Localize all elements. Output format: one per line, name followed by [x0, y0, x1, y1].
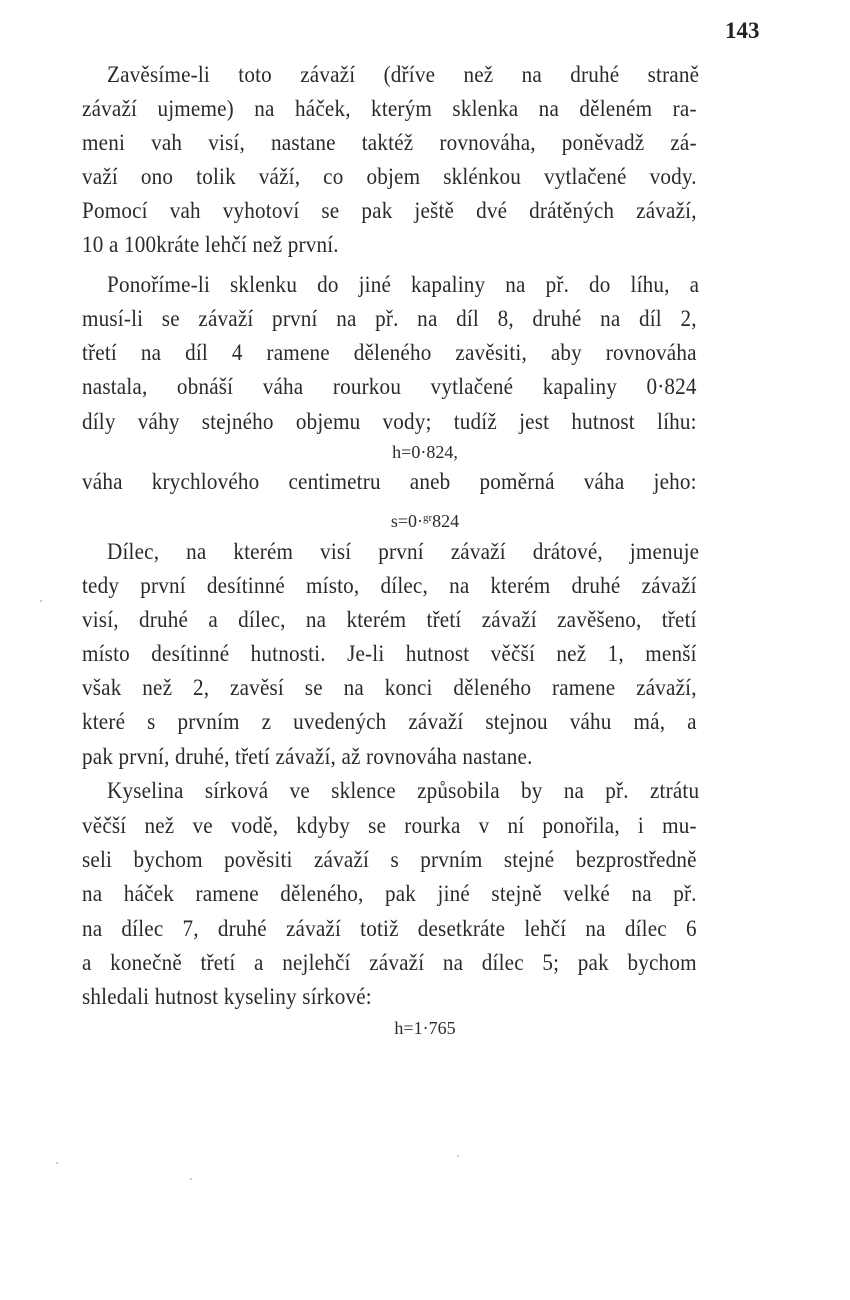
- text-line: musí-li se závaží první na př. na díl 8, druhé na díl 2,: [82, 306, 697, 332]
- text-line: važí ono tolik váží, co objem sklénkou vytlačené vody.: [82, 164, 697, 190]
- text-line: nastala, obnáší váha rourkou vytlačené kapaliny 0·824: [82, 374, 697, 400]
- text-line: na háček ramene děleného, pak jiné stejně velké na př.: [82, 881, 697, 907]
- text-line: Dílec, na kterém visí první závaží drátové, jmenuje: [107, 539, 700, 565]
- formula-suffix: 824: [432, 511, 460, 531]
- formula-specific-weight: [0, 506, 850, 533]
- text-line: a konečně třetí a nejlehčí závaží na dílec 5; pak bychom: [82, 950, 697, 976]
- formula-density-alcohol: h=0·824,: [392, 442, 458, 462]
- formula-unit: gr: [422, 512, 433, 524]
- text-line: na dílec 7, druhé závaží totiž desetkráte lehčí na dílec 6: [82, 916, 697, 942]
- text-line: 10 a 100kráte lehčí než první.: [82, 232, 339, 258]
- formula-prefix: s=0·: [390, 511, 423, 531]
- text-line: pak první, druhé, třetí závaží, až rovnováha nastane.: [82, 744, 533, 770]
- text-line: Zavěsíme-li toto závaží (dříve než na druhé straně: [107, 62, 700, 88]
- text-line: meni vah visí, nastane taktéž rovnováha, poněvadž zá-: [82, 130, 697, 156]
- text-line: však než 2, zavěsí se na konci děleného ramene závaží,: [82, 675, 697, 701]
- scan-speck: [56, 1162, 58, 1164]
- formula-density-sulfuric-acid: h=1·765: [394, 1018, 456, 1038]
- page-number: 143: [725, 18, 760, 43]
- text-line: váha krychlového centimetru aneb poměrná váha jeho:: [82, 469, 697, 495]
- scan-speck: [40, 600, 42, 602]
- text-line: závaží ujmeme) na háček, kterým sklenka na děleném ra-: [82, 96, 697, 122]
- text-line: tedy první desítinné místo, dílec, na kterém druhé závaží: [82, 573, 697, 599]
- scan-speck: [190, 1178, 192, 1180]
- text-line: Ponoříme-li sklenku do jiné kapaliny na př. do líhu, a: [107, 272, 700, 298]
- text-line: visí, druhé a dílec, na kterém třetí závaží zavěšeno, třetí: [82, 607, 697, 633]
- scan-speck: [457, 1155, 459, 1157]
- text-line: seli bychom pověsiti závaží s prvním stejné bezprostředně: [82, 847, 697, 873]
- text-line: které s prvním z uvedených závaží stejnou váhu má, a: [82, 709, 697, 735]
- text-line: místo desítinné hutnosti. Je-li hutnost věčší než 1, menší: [82, 641, 697, 667]
- text-line: Kyselina sírková ve sklence způsobila by na př. ztrátu: [107, 778, 700, 804]
- text-line: díly váhy stejného objemu vody; tudíž jest hutnost líhu:: [82, 409, 697, 435]
- text-line: shledali hutnost kyseliny sírkové:: [82, 984, 372, 1010]
- text-line: Pomocí vah vyhotoví se pak ještě dvé drátěných závaží,: [82, 198, 697, 224]
- text-line: třetí na díl 4 ramene děleného zavěsiti, aby rovnováha: [82, 340, 697, 366]
- text-line: věčší než ve vodě, kdyby se rourka v ní ponořila, i mu-: [82, 813, 697, 839]
